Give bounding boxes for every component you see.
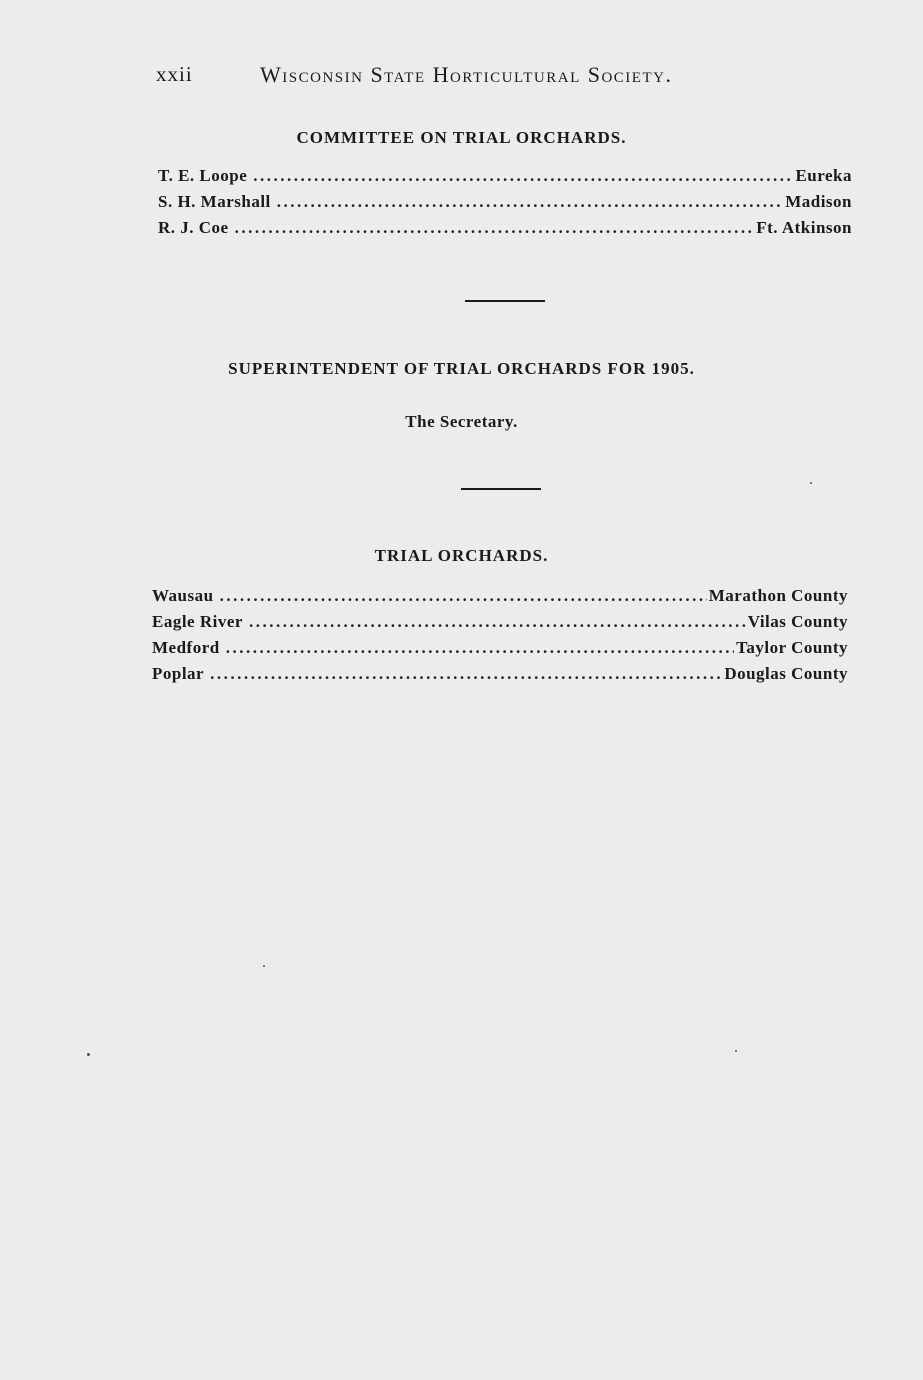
dot-leader	[249, 612, 746, 632]
running-head	[156, 62, 756, 92]
list-item	[152, 586, 848, 612]
member-name: T. E. Loope	[158, 166, 248, 185]
committee-heading: COMMITTEE ON TRIAL ORCHARDS.	[296, 128, 627, 147]
list-item	[158, 218, 852, 244]
list-item	[152, 664, 848, 690]
running-title: Wisconsin State Horticultural Society.	[260, 62, 673, 87]
location-county: Douglas County	[724, 664, 848, 683]
superintendent-name: The Secretary.	[405, 412, 518, 431]
location-county: Marathon County	[708, 586, 848, 605]
dot-leader	[235, 218, 755, 238]
location-name: Poplar	[152, 664, 205, 683]
page-number: xxii	[156, 62, 193, 86]
paper-speck	[810, 482, 812, 484]
dot-leader	[226, 638, 734, 658]
committee-list	[158, 166, 852, 244]
trial-orchards-list	[152, 586, 848, 690]
location-county: Vilas County	[747, 612, 848, 631]
member-place: Madison	[785, 192, 852, 211]
section-divider	[465, 300, 545, 302]
dot-leader	[210, 664, 722, 684]
paper-speck	[263, 965, 265, 967]
dot-leader	[277, 192, 783, 212]
member-name: S. H. Marshall	[158, 192, 271, 211]
member-place: Eureka	[795, 166, 852, 185]
list-item	[152, 638, 848, 664]
trial-orchards-heading: TRIAL ORCHARDS.	[374, 546, 549, 565]
paper-speck	[735, 1050, 737, 1052]
section-divider	[461, 488, 541, 490]
superintendent-heading: SUPERINTENDENT OF TRIAL ORCHARDS FOR 1905.	[228, 359, 695, 378]
list-item	[158, 192, 852, 218]
dot-leader	[253, 166, 793, 186]
dot-leader	[220, 586, 707, 606]
location-name: Medford	[152, 638, 220, 657]
list-item	[152, 612, 848, 638]
location-name: Eagle River	[152, 612, 243, 631]
location-name: Wausau	[152, 586, 214, 605]
location-county: Taylor County	[736, 638, 848, 657]
list-item	[158, 166, 852, 192]
paper-speck	[87, 1053, 90, 1056]
member-place: Ft. Atkinson	[756, 218, 852, 237]
member-name: R. J. Coe	[158, 218, 229, 237]
